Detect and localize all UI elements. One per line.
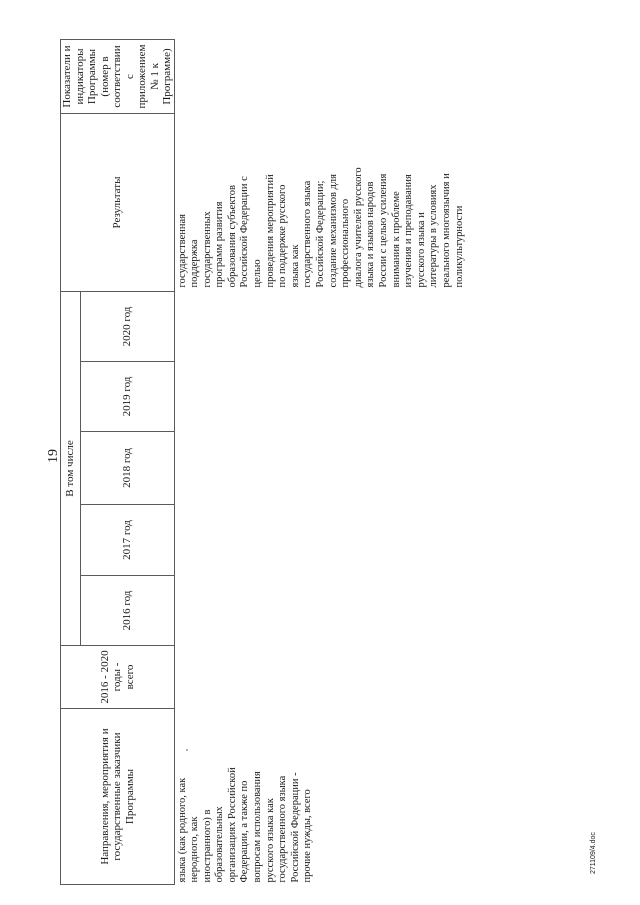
cell-2020: [174, 292, 466, 362]
table-row: [174, 40, 466, 885]
cell-2018: [174, 432, 466, 505]
cell-2016: [174, 576, 466, 646]
cell-2019: [174, 362, 466, 432]
cell-total: [174, 646, 466, 709]
header-directions: Направления, мероприятия и государственные заказчики Программы: [61, 709, 175, 885]
header-year-2019: 2019 год: [80, 362, 174, 432]
cell-direction-text: языка (как родного, как неродного, как иностранного) в образовательных организациях Российской Федерации, а также по вопросам использования русского языка как государственного языка Российской Федерации - прочие нужды, всего: [176, 767, 314, 883]
rotated-table-page: [60, 40, 570, 885]
header-year-2020: 2020 год: [80, 292, 174, 362]
header-row-top: [61, 40, 81, 885]
footer-document-code: 271109/4.doc: [590, 832, 597, 874]
header-including: В том числе: [61, 292, 81, 646]
cell-2017: [174, 505, 466, 576]
header-year-2016: 2016 год: [80, 576, 174, 646]
page-number: 19: [46, 449, 61, 463]
scan-speck: [186, 749, 188, 751]
header-year-2018: 2018 год: [80, 432, 174, 505]
cell-results-text: государственная поддержка государственных программ развития образования субъектов Российской Федерации с целью проведения мероприятий по поддержке русского языка как государственного языка Российской Федерации; создание механизмов для профессионального диалога учителей русского языка и языков народов России с целью усиления внимания к проблеме изучения и преподавания русского языка и литературы в условиях реального многоязычия и поликультурности: [176, 167, 465, 288]
header-year-2017: 2017 год: [80, 505, 174, 576]
header-indicators: Показатели и индикаторы Программы (номер в соответствии с приложением № 1 к Программе): [61, 40, 175, 114]
program-table: [60, 39, 466, 885]
header-results: Результаты: [61, 114, 175, 292]
cell-indicators: [174, 40, 466, 114]
header-total-2016-2020: 2016 - 2020 годы - всего: [61, 646, 175, 709]
